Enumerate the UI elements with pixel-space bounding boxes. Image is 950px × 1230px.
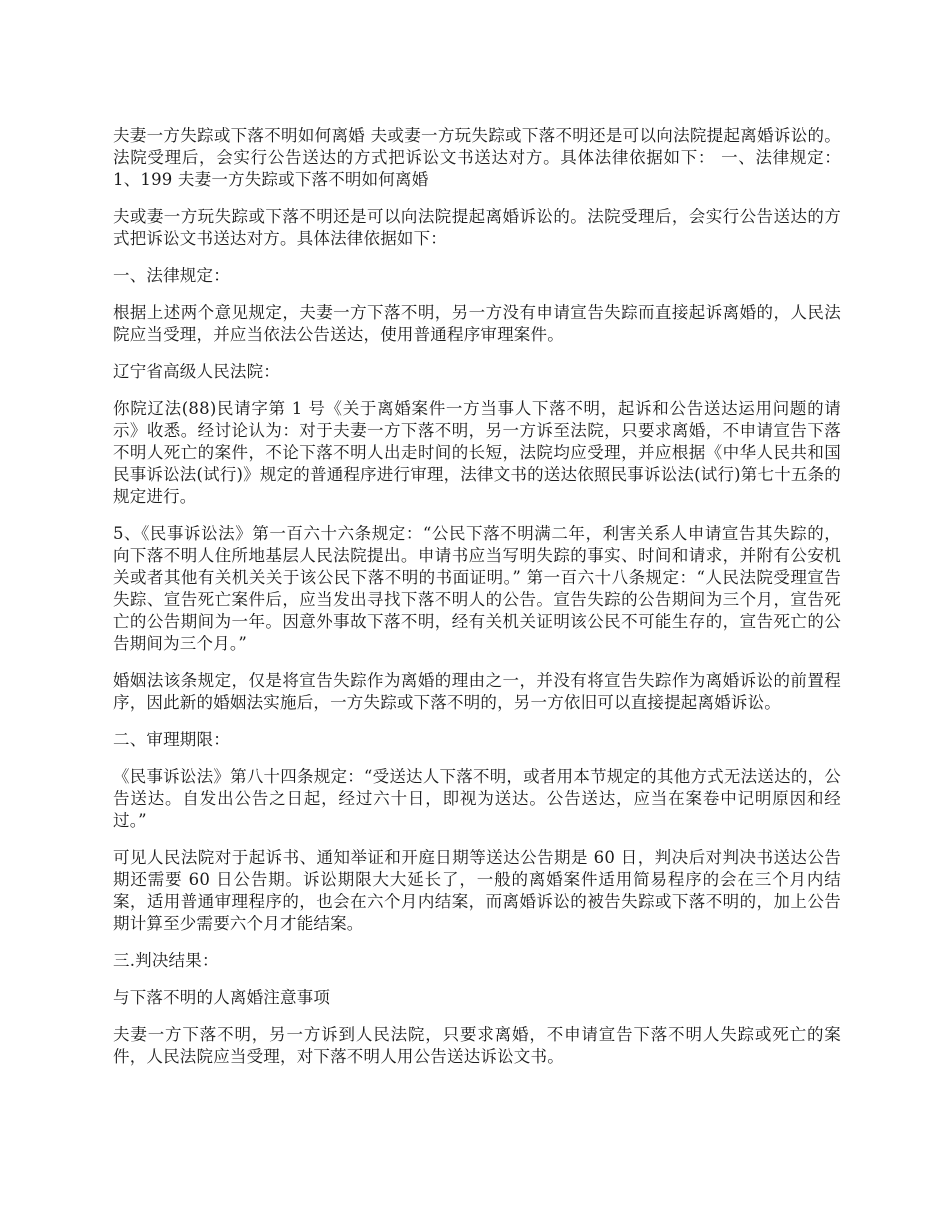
paragraph-addressee: 辽宁省高级人民法院：	[113, 362, 280, 381]
paragraph-civil-procedure-166: 5、《民事诉讼法》第一百六十六条规定：“公民下落不明满二年，利害关系人申请宣告其失踪的，向下落不明人住所地基层人民法院提出。申请书应当写明失踪的事实、时间和请求，并附有公安机关或者其他有关机关关于该公民下落不明的书面证明。” 第一百六十八条规定：“人民法院受理宣告失踪、宣告死亡案件后，应当发出寻找下落不明人的公告。宣告失踪的公告期间为三个月，宣告死亡的公告期间为一年。因意外事故下落不明，经有关机关证明该公民不可能生存的，宣告死亡的公告期间为三个月。”	[113, 524, 841, 653]
document-page	[113, 125, 841, 1083]
paragraph-civil-procedure-84: 《民事诉讼法》第八十四条规定：“受送达人下落不明，或者用本节规定的其他方式无法送达的，公告送达。自发出公告之日起，经过六十日，即视为送达。公告送达，应当在案卷中记明原因和经过。”	[113, 767, 841, 830]
paragraph-summary: 夫或妻一方玩失踪或下落不明还是可以向法院提起离婚诉讼的。法院受理后，会实行公告送达的方式把诉讼文书送达对方。具体法律依据如下：	[113, 207, 841, 248]
paragraph-opinion: 根据上述两个意见规定，夫妻一方下落不明，另一方没有申请宣告失踪而直接起诉离婚的，人民法院应当受理，并应当依法公告送达，使用普通程序审理案件。	[113, 303, 841, 344]
paragraph-notes-title: 与下落不明的人离婚注意事项	[113, 988, 331, 1007]
paragraph-marriage-law: 婚姻法该条规定，仅是将宣告失踪作为离婚的理由之一，并没有将宣告失踪作为离婚诉讼的前置程序，因此新的婚姻法实施后，一方失踪或下落不明的，另一方依旧可以直接提起离婚诉讼。	[113, 671, 841, 712]
section-heading-legal-provisions: 一、法律规定：	[113, 266, 230, 285]
paragraph-intro: 夫妻一方失踪或下落不明如何离婚 夫或妻一方玩失踪或下落不明还是可以向法院提起离婚诉讼的。法院受理后，会实行公告送达的方式把诉讼文书送达对方。具体法律依据如下： 一、法律规定： 1、199 夫妻一方失踪或下落不明如何离婚	[113, 126, 841, 189]
section-heading-trial-period: 二、审理期限：	[113, 730, 230, 749]
paragraph-closing: 夫妻一方下落不明，另一方诉到人民法院，只要求离婚，不申请宣告下落不明人失踪或死亡的案件，人民法院应当受理，对下落不明人用公告送达诉讼文书。	[113, 1025, 841, 1066]
paragraph-reply: 你院辽法(88)民请字第 1 号《关于离婚案件一方当事人下落不明，起诉和公告送达运用问题的请示》收悉。经讨论认为：对于夫妻一方下落不明，另一方诉至法院，只要求离婚，不申请宣告下落不明人死亡的案件，不论下落不明人出走时间的长短，法院均应受理，并应根据《中华人民共和国民事诉讼法(试行)》规定的普通程序进行审理，法律文书的送达依照民事诉讼法(试行)第七十五条的规定进行。	[113, 399, 841, 506]
paragraph-notice-period: 可见人民法院对于起诉书、通知举证和开庭日期等送达公告期是 60 日，判决后对判决书送达公告期还需要 60 日公告期。诉讼期限大大延长了，一般的离婚案件适用简易程序的会在三个月内结案，适用普通审理程序的，也会在六个月内结案，而离婚诉讼的被告失踪或下落不明的，加上公告期计算至少需要六个月才能结案。	[113, 848, 841, 933]
section-heading-judgment: 三.判决结果：	[113, 951, 219, 970]
